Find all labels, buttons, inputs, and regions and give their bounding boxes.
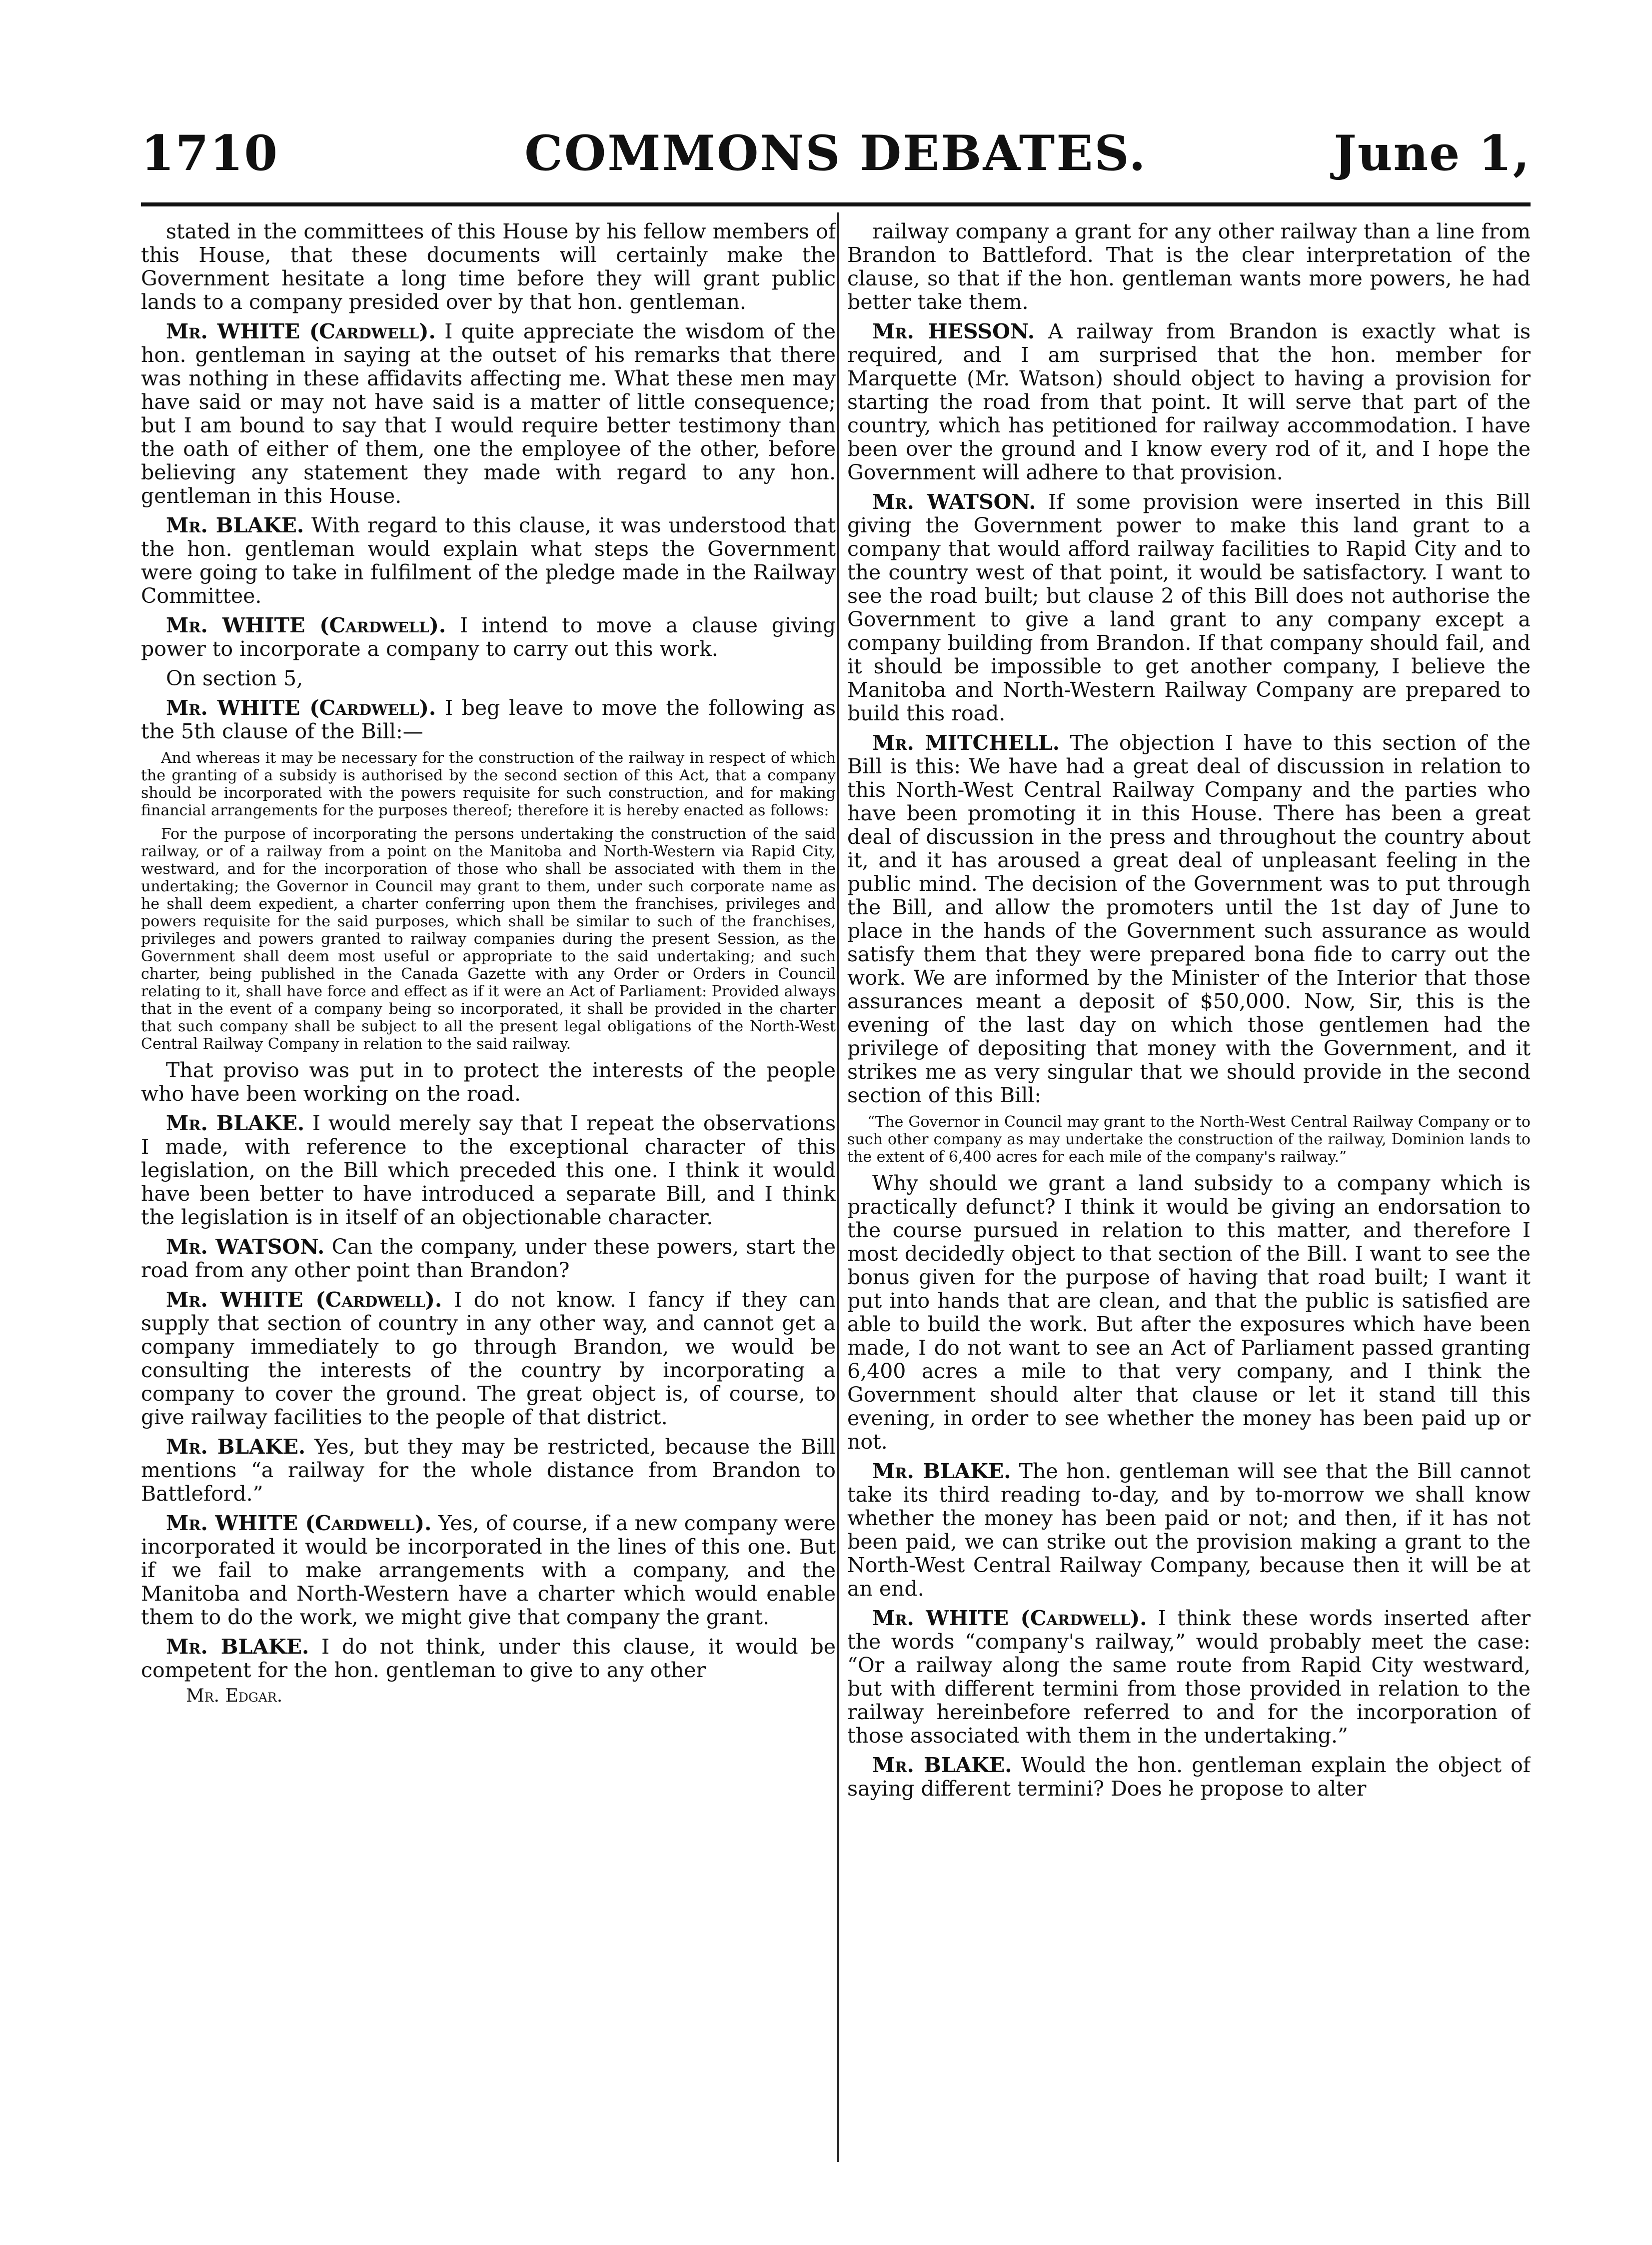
- paragraph-text: I quite appreciate the wisdom of the hon. gentleman in saying at the outset of his remarks that there was nothing in these affidavits affecting me. What these men may have said or may not have said is a matter of little consequence; but I am bound to say that I would require better testimony than the oath of either of them, one the employee of the other, before believing any statement they made with regard to any hon. gentleman in this House.: [141, 319, 836, 508]
- speech-paragraph: [847, 731, 1531, 1107]
- speech-paragraph: [141, 1112, 836, 1229]
- speech-paragraph: [141, 1288, 836, 1429]
- paragraph-text: I think these words inserted after the words “company's railway,” would probably meet the case: “Or a railway along the same route from Rapid City westward, but with different termini from those provided in relation to the railway hereinbefore referred to and for the incorporation of those associated with them in the undertaking.”: [847, 1606, 1531, 1748]
- speech-paragraph: [847, 320, 1531, 484]
- speech-paragraph: [847, 1172, 1531, 1454]
- speech-paragraph: [141, 696, 836, 743]
- paragraph-text: The objection I have to this section of the Bill is this: We have had a great deal of discussion in relation to this North-West Central Railway Company and the parties who have been promoting it in this House. There has been a great deal of discussion in the press and throughout the country about it, and it has aroused a great deal of unpleasant feeling in the public mind. The decision of the Government was to put through the Bill, and allow the promoters until the 1st day of June to place in the hands of the Government such assurance as would satisfy them that they were prepared bona fide to carry out the work. We are informed by the Minister of the Interior that those assurances meant a deposit of $50,000. Now, Sir, this is the evening of the last day on which those gentlemen had the privilege of depositing that money with the Government, and it strikes me as very singular that we should provide in the second section of this Bill:: [847, 731, 1531, 1107]
- header-rule: [141, 202, 1531, 206]
- speech-paragraph: [141, 1512, 836, 1629]
- speech-paragraph: [847, 1754, 1531, 1801]
- left-column: [141, 220, 836, 2180]
- speech-paragraph: [141, 1635, 836, 1682]
- paragraph-text: Would the hon. gentleman explain the object of saying different termini? Does he propose to alter: [847, 1753, 1531, 1801]
- paragraph-text: I would merely say that I repeat the observations I made, with reference to the exceptional character of this legislation, on the Bill which preceded this one. I think it would have been better to have introduced a separate Bill, and I think the legislation is in itself of an objectionable character.: [141, 1111, 836, 1229]
- paragraph-text: Yes, of course, if a new company were incorporated it would be incorporated in the lines of this one. But if we fail to make arrangements with a company, and the Manitoba and North-Western have a charter which would enable them to do the work, we might give that company the grant.: [141, 1511, 836, 1629]
- column-divider: [837, 212, 839, 2162]
- speech-paragraph: [141, 514, 836, 608]
- speaker-name: Mr. BLAKE.: [166, 513, 304, 537]
- speaker-name: Mr. BLAKE.: [166, 1111, 305, 1135]
- paragraph-text: railway company a grant for any other railway than a line from Brandon to Battleford. That is the clear interpretation of the clause, so that if the hon. gentleman wants more powers, he had better take them.: [847, 220, 1531, 314]
- paragraph-text: That proviso was put in to protect the interests of the people who have been working on the road.: [141, 1058, 836, 1106]
- speech-paragraph: [141, 320, 836, 508]
- page-title: COMMONS DEBATES.: [524, 125, 1147, 181]
- page-number: 1710: [141, 125, 279, 181]
- paragraph-text: On section 5,: [166, 666, 303, 690]
- speech-paragraph: [847, 490, 1531, 725]
- speech-paragraph: [141, 1235, 836, 1282]
- paragraph-text: Yes, but they may be restricted, because the Bill mentions “a railway for the whole distance from Brandon to Battleford.”: [141, 1435, 836, 1506]
- footer-speaker-note: Mr. Edgar.: [186, 1686, 283, 1706]
- page-header: [141, 125, 1531, 190]
- paragraph-text: stated in the committees of this House by his fellow members of this House, that these documents will certainly make the Government hesitate a long time before they will grant public lands to a company presided over by that hon. gentleman.: [141, 220, 836, 314]
- speaker-name: Mr. WHITE (Cardwell).: [872, 1606, 1147, 1630]
- quoted-clause: [847, 1113, 1531, 1166]
- speech-paragraph: [847, 1460, 1531, 1601]
- speaker-name: Mr. MITCHELL.: [872, 731, 1060, 755]
- speech-paragraph: [141, 1059, 836, 1106]
- speaker-name: Mr. BLAKE.: [872, 1459, 1011, 1483]
- speech-paragraph: [141, 667, 836, 690]
- paragraph-text: A railway from Brandon is exactly what is required, and I am surprised that the hon. member for Marquette (Mr. Watson) should object to having a provision for starting the road from that point. It will serve that part of the country, which has petitioned for railway accommodation. I have been over the ground and I know every rod of it, and I hope the Government will adhere to that provision.: [847, 319, 1531, 484]
- paragraph-text: With regard to this clause, it was understood that the hon. gentleman would explain what steps the Government were going to take in fulfilment of the pledge made in the Railway Committee.: [141, 513, 836, 608]
- right-column: [847, 220, 1531, 2180]
- paragraph-text: I do not think, under this clause, it would be competent for the hon. gentleman to give to any other: [141, 1635, 836, 1682]
- speaker-name: Mr. HESSON.: [872, 319, 1035, 343]
- quote-text: For the purpose of incorporating the persons undertaking the construction of the said railway, or of a railway from a point on the Manitoba and North-Western via Rapid City, westward, and for the incorporation of those who shall be associated with them in the undertaking; the Governor in Council may grant to them, under such corporate name as he shall deem expedient, a charter conferring upon them the franchises, privileges and powers requisite for the said purposes, which shall be similar to such of the franchises, privileges and powers granted to railway companies during the present Session, as the Government shall deem most useful or appropriate to the said undertaking; and such charter, being published in the Canada Gazette with any Order or Orders in Council relating to it, shall have force and effect as if it were an Act of Parliament: Provided always that in the event of a company being so incorporated, it shall be provided in the charter that such company shall be subject to all the present legal obligations of the North-West Central Railway Company in relation to the said railway.: [141, 825, 836, 1053]
- quoted-clause: [141, 825, 836, 1053]
- speaker-name: Mr. BLAKE.: [166, 1435, 306, 1459]
- speaker-name: Mr. BLAKE.: [872, 1753, 1012, 1777]
- quote-text: And whereas it may be necessary for the construction of the railway in respect of which the granting of a subsidy is authorised by the second section of this Act, that a company should be incorporated with the powers requisite for such construction, and for making financial arrangements for the purposes thereof; therefore it is hereby enacted as follows:: [141, 749, 836, 819]
- paragraph-text: Can the company, under these powers, start the road from any other point than Brandon?: [141, 1235, 836, 1282]
- paragraph-text: The hon. gentleman will see that the Bill cannot take its third reading to-day, and by to-morrow we shall know whether the money has been paid or not; and then, if it has not been paid, we can strike out the provision making a grant to the North-West Central Railway Company, because then it will be at an end.: [847, 1459, 1531, 1601]
- speaker-name: Mr. BLAKE.: [166, 1635, 309, 1659]
- paragraph-text: If some provision were inserted in this Bill giving the Government power to make this land grant to a company that would afford railway facilities to Rapid City and to the country west of that point, it would be satisfactory. I want to see the road built; but clause 2 of this Bill does not authorise the Government to give a land grant to any company except a company building from Brandon. If that company should fail, and it should be impossible to get another company, I believe the Manitoba and North-Western Railway Company are prepared to build this road.: [847, 490, 1531, 725]
- speaker-name: Mr. WHITE (Cardwell).: [166, 613, 446, 637]
- paragraph-text: I do not know. I fancy if they can supply that section of country in any other way, and cannot get a company immediately to go through Brandon, we would be consulting the interests of the country by incorporating a company to cover the ground. The great object is, of course, to give railway facilities to the people of that district.: [141, 1288, 836, 1429]
- speech-paragraph: [141, 614, 836, 661]
- speech-paragraph: [847, 220, 1531, 314]
- speech-paragraph: [847, 1607, 1531, 1748]
- speaker-name: Mr. WHITE (Cardwell).: [166, 696, 436, 720]
- paragraph-text: Why should we grant a land subsidy to a company which is practically defunct? I think it would be giving an endorsation to the course pursued in relation to this matter, and therefore I most decidedly object to that section of the Bill. I want to see the bonus given for the purpose of having that road built; I want it put into hands that are clean, and that the public is satisfied are able to build the work. But after the exposures which have been made, I do not want to see an Act of Parliament passed granting 6,400 acres a mile to that very company, and I think the Government should alter that clause or let it stand till this evening, in order to see whether the money has been paid up or not.: [847, 1171, 1531, 1454]
- speaker-name: Mr. WATSON.: [166, 1235, 325, 1259]
- quote-text: “The Governor in Council may grant to the North-West Central Railway Company or to such other company as may undertake the construction of the railway, Dominion lands to the extent of 6,400 acres for each mile of the company's railway.”: [847, 1113, 1531, 1166]
- speaker-name: Mr. WHITE (Cardwell).: [166, 319, 436, 343]
- speech-paragraph: [141, 220, 836, 314]
- speech-paragraph: [141, 1435, 836, 1506]
- paragraph-text: I beg leave to move the following as the 5th clause of the Bill:—: [141, 696, 836, 743]
- speaker-name: Mr. WATSON.: [872, 490, 1036, 514]
- speaker-name: Mr. WHITE (Cardwell).: [166, 1511, 432, 1535]
- paragraph-text: I intend to move a clause giving power to incorporate a company to carry out this work.: [141, 613, 836, 661]
- quoted-clause: [141, 749, 836, 819]
- page-date: June 1,: [1334, 125, 1531, 181]
- speaker-name: Mr. WHITE (Cardwell).: [166, 1288, 442, 1312]
